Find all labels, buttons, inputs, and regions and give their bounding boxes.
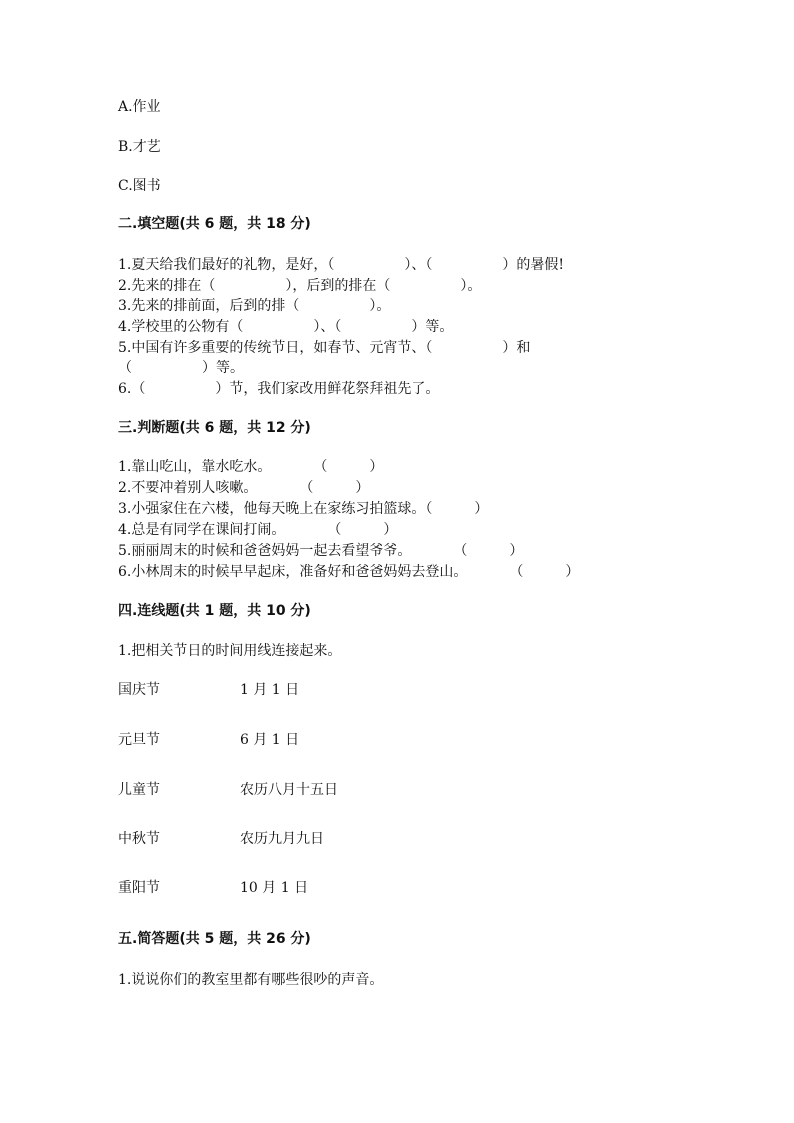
judge-item: 6.小林周末的时候早早起床，准备好和爸爸妈妈去登山。 （ ） — [118, 564, 580, 580]
short-item: 1.说说你们的教室里都有哪些很吵的声音。 — [118, 972, 384, 988]
fill-item: 2.先来的排在（ ），后到的排在（ ）。 — [118, 278, 482, 294]
fill-item: 5.中国有许多重要的传统节日，如春节、元宵节、（ ）和 — [118, 340, 531, 356]
match-left-item: 国庆节 — [118, 682, 160, 698]
match-left-item: 元旦节 — [118, 732, 160, 748]
match-question: 1.把相关节日的时间用线连接起来。 — [118, 643, 342, 659]
match-right-item: 10 月 1 日 — [240, 880, 309, 896]
option-b: B.才艺 — [118, 139, 161, 155]
option-a: A.作业 — [118, 99, 161, 115]
match-right-item: 农历九月九日 — [240, 831, 324, 847]
section-title-judge: 三.判断题(共 6 题，共 12 分) — [118, 420, 311, 436]
match-right-item: 1 月 1 日 — [240, 682, 300, 698]
fill-item: 4.学校里的公物有（ ）、（ ）等。 — [118, 319, 454, 335]
match-left-item: 儿童节 — [118, 782, 160, 798]
option-c: C.图书 — [118, 178, 161, 194]
section-title-match: 四.连线题(共 1 题，共 10 分) — [118, 603, 311, 619]
judge-item: 5.丽丽周末的时候和爸爸妈妈一起去看望爷爷。 （ ） — [118, 543, 524, 559]
fill-item: 1.夏天给我们最好的礼物，是好，（ ）、（ ）的暑假! — [118, 257, 564, 273]
section-title-fill: 二.填空题(共 6 题，共 18 分) — [118, 216, 311, 232]
section-title-short: 五.简答题(共 5 题，共 26 分) — [118, 931, 311, 947]
match-right-item: 农历八月十五日 — [240, 782, 338, 798]
match-right-item: 6 月 1 日 — [240, 732, 300, 748]
fill-item: 6.（ ）节，我们家改用鲜花祭拜祖先了。 — [118, 381, 440, 397]
judge-item: 2.不要冲着别人咳嗽。 （ ） — [118, 480, 370, 496]
fill-item: 3.先来的排前面，后到的排（ ）。 — [118, 298, 391, 314]
judge-item: 1.靠山吃山，靠水吃水。 （ ） — [118, 459, 384, 475]
judge-item: 3.小强家住在六楼，他每天晚上在家练习拍篮球。（ ） — [118, 501, 489, 517]
judge-item: 4.总是有同学在课间打闹。 （ ） — [118, 522, 398, 538]
match-left-item: 中秋节 — [118, 831, 160, 847]
fill-item-continuation: （ ）等。 — [118, 360, 244, 376]
match-left-item: 重阳节 — [118, 880, 160, 896]
